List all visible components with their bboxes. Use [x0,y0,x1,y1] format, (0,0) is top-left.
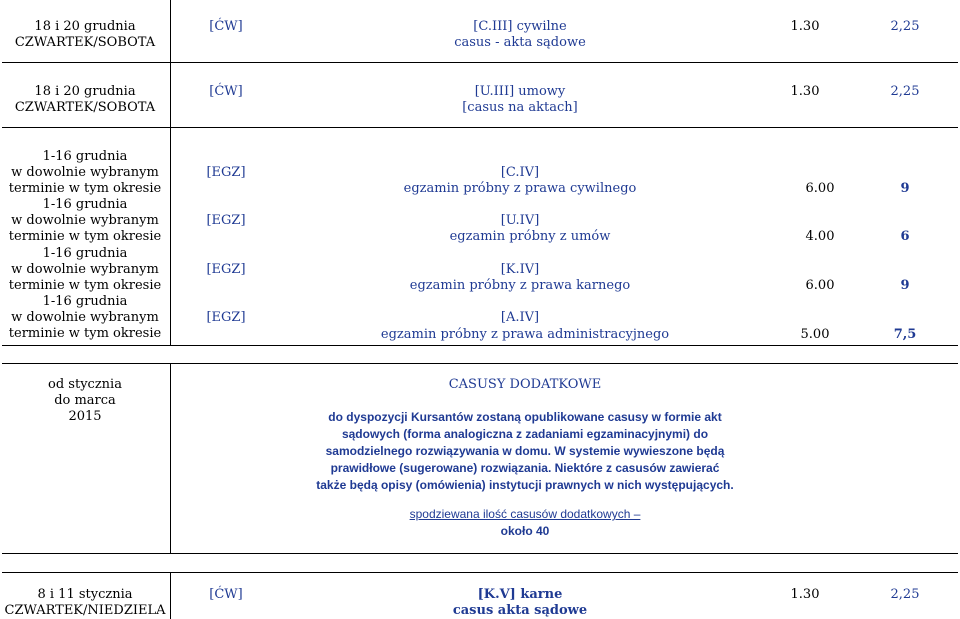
exam-hours: 5.00 [800,327,830,342]
exam-title: egzamin próbny z prawa karnego [409,278,631,293]
exam-hours: 6.00 [805,181,835,196]
column-divider [170,572,171,619]
exam-type: [EGZ] [206,213,246,228]
course-subject: [U.III] umowy [casus na aktach] [462,84,578,115]
row-divider [2,62,958,63]
course-price: 2,25 [890,84,920,99]
exam-type: [EGZ] [206,262,246,277]
exam-price: 6 [900,229,910,244]
exam-title: egzamin próbny z prawa cywilnego [403,181,637,196]
extra-description: do dyspozycji Kursantów zostaną opublikowane casusy w formie akt sądowych (forma analogiczna z zadaniami egzaminacyjnymi) do samodzielnego rozwiązywania w domu. W systemie wywieszone będą prawidłowe (sugerowane) rozwiązania. Niektóre z casusów zawierać także będą opisy (omówienia) instytucji prawnych w nich występujących. [316,410,734,492]
course-price: 2,25 [890,587,920,602]
course-hours: 1.30 [790,19,820,34]
column-divider [170,363,171,553]
exam-type: [EGZ] [206,310,246,325]
extra-note: spodziewana ilość casusów dodatkowych – około 40 [409,507,641,538]
course-hours: 1.30 [790,587,820,602]
row-date: 8 i 11 stycznia CZWARTEK/NIEDZIELA [4,587,166,618]
exam-price: 7,5 [893,327,917,342]
exam-hours: 6.00 [805,278,835,293]
exam-hours: 4.00 [805,229,835,244]
row-divider [2,127,958,128]
row-divider [2,553,958,554]
extra-date: od stycznia do marca 2015 [48,377,122,424]
class-type: [ĆW] [209,587,243,602]
exam-date: 1-16 grudnia w dowolnie wybranym terminie w tym okresie [8,197,162,244]
row-divider [2,572,958,573]
class-type: [ĆW] [209,84,243,99]
exam-title: egzamin próbny z prawa administracyjnego [380,327,670,342]
course-subject: [K.V] karne casus akta sądowe [452,587,588,618]
exam-type: [EGZ] [206,165,246,180]
course-hours: 1.30 [790,84,820,99]
row-divider [2,345,958,346]
exam-code: [A.IV] [500,310,540,325]
class-type: [ĆW] [209,19,243,34]
row-divider [2,363,958,364]
exam-code: [U.IV] [500,213,540,228]
exam-date: 1-16 grudnia w dowolnie wybranym terminie w tym okresie [8,294,162,341]
course-price: 2,25 [890,19,920,34]
exam-price: 9 [900,181,910,196]
row-date: 18 i 20 grudnia CZWARTEK/SOBOTA [14,19,156,50]
course-subject: [C.III] cywilne casus - akta sądowe [454,19,586,50]
exam-title: egzamin próbny z umów [449,229,611,244]
exam-price: 9 [900,278,910,293]
exam-date: 1-16 grudnia w dowolnie wybranym terminie w tym okresie [8,149,162,196]
extra-heading: CASUSY DODATKOWE [448,377,602,392]
exam-code: [C.IV] [500,165,540,180]
row-date: 18 i 20 grudnia CZWARTEK/SOBOTA [14,84,156,115]
column-divider [170,0,171,345]
exam-code: [K.IV] [500,262,540,277]
exam-date: 1-16 grudnia w dowolnie wybranym terminie w tym okresie [8,246,162,293]
